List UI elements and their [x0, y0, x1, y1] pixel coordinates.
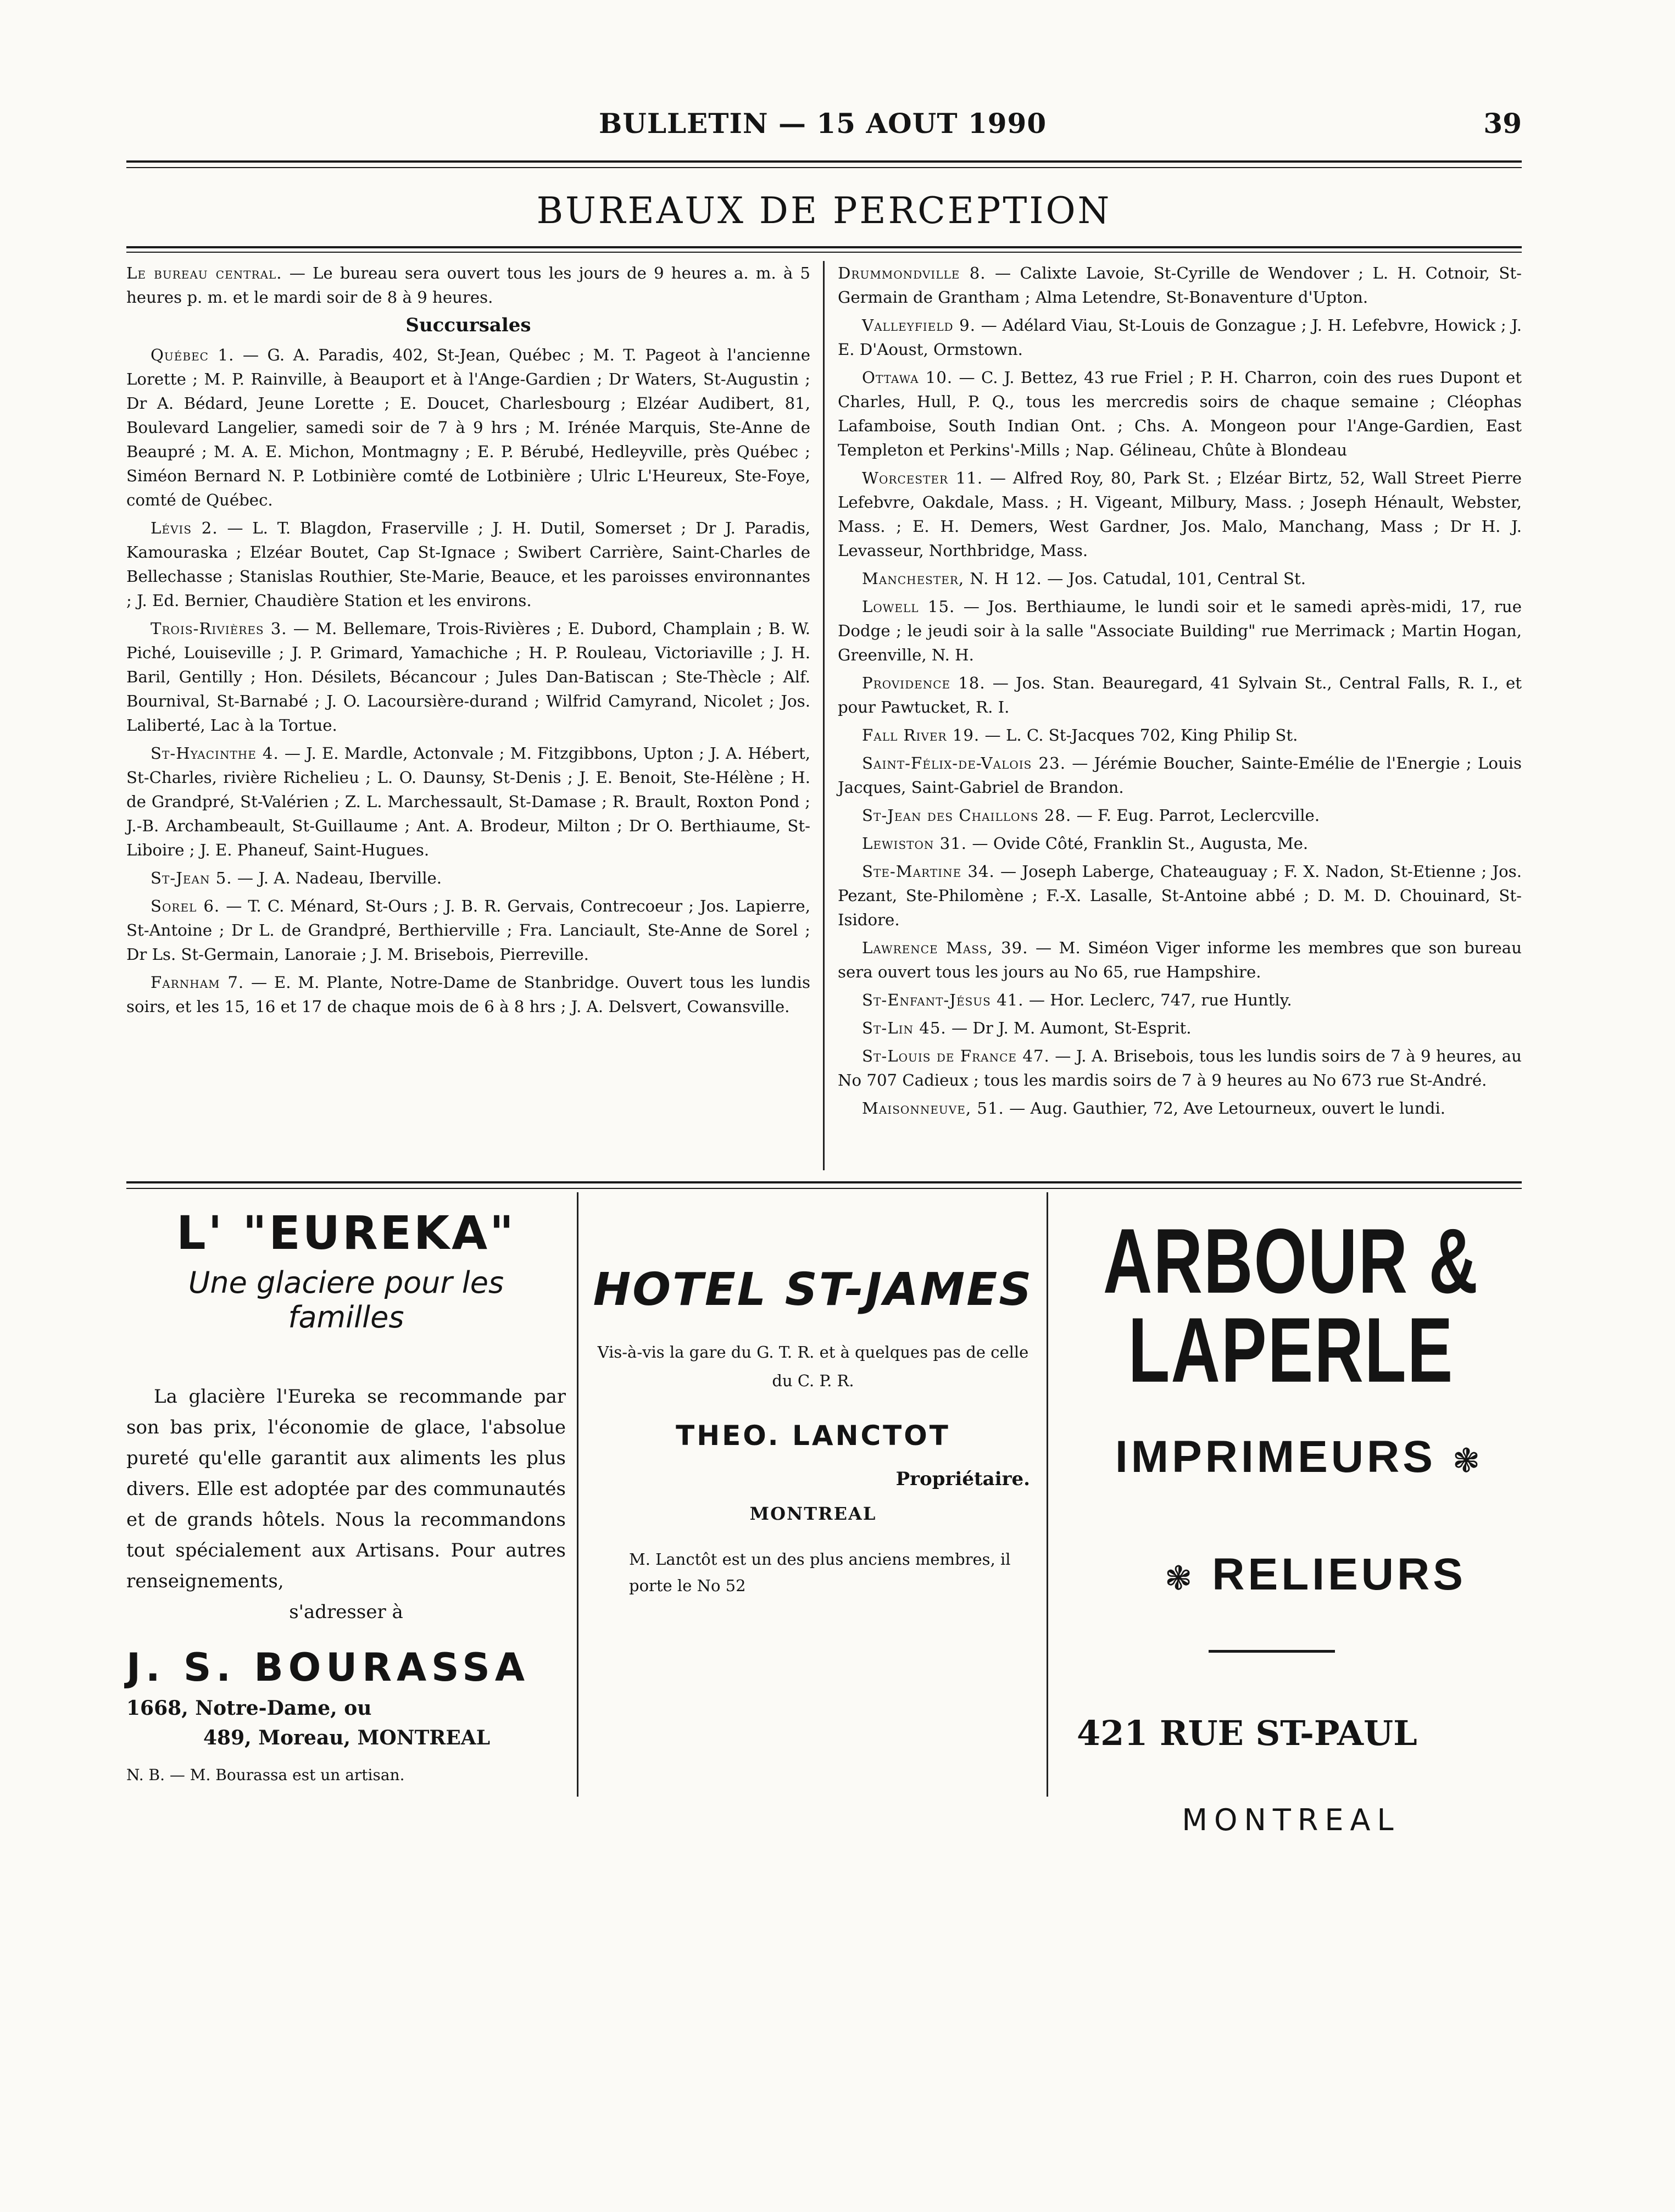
entry-text: — Jos. Stan. Beauregard, 41 Sylvain St., Central Falls, R. I., et pour Pawtucket, R. I. — [838, 674, 1522, 716]
entry-text: — Jos. Berthiaume, le lundi soir et le samedi après-midi, 17, rue Dodge ; le jeudi soir à la salle "Associate Building" rue Merrimack ; Martin Hogan, Greenville, N. H. — [838, 597, 1522, 664]
entry-text: — Ovide Côté, Franklin St., Augusta, Me. — [967, 834, 1309, 853]
entry-lead: Lawrence Mass, 39. — [862, 938, 1028, 957]
ads-rule-top — [126, 1181, 1522, 1183]
bureau-entry — [838, 566, 1522, 591]
firm-name: ARBOUR & LAPERLE — [1103, 1210, 1479, 1402]
entry-lead: St-Louis de France 47. — [862, 1047, 1050, 1065]
entry-lead: Worcester 11. — [862, 469, 983, 487]
entry-text: — Dr J. M. Aumont, St-Esprit. — [946, 1019, 1192, 1037]
entry-lead: Fall River 19. — [862, 726, 980, 744]
entry-lead: St-Jean des Chaillons 28. — [862, 806, 1072, 825]
entry-text: — E. M. Plante, Notre-Dame de Stanbridge. Ouvert tous les lundis soirs, et les 15, 16 et 17 de chaque mois de 6 à 8 hrs ; J. A. Delsvert, Cowansville. — [126, 973, 810, 1016]
hotel-note: M. Lanctôt est un des plus anciens membres, il porte le No 52 — [629, 1550, 1011, 1595]
entry-text: — M. Siméon Viger informe les membres que son bureau sera ouvert tous les jours au No 65, rue Hampshire. — [838, 938, 1522, 981]
ad-divider-2 — [1047, 1192, 1048, 1797]
bureau-entry — [838, 365, 1522, 462]
section-rule-bottom — [126, 252, 1522, 253]
hotel-advertisement — [591, 1264, 1036, 1599]
trade-printers: IMPRIMEURS — [1115, 1432, 1436, 1482]
entry-text: — L. C. St-Jacques 702, King Philip St. — [980, 726, 1298, 744]
bureau-entry — [838, 803, 1522, 827]
entry-lead: Providence 18. — [862, 674, 986, 692]
entry-lead: Québec 1. — [151, 346, 235, 364]
bureau-entry — [126, 970, 810, 1019]
section-rule-top — [126, 246, 1522, 248]
entry-text: — G. A. Paradis, 402, St-Jean, Québec ; M. T. Pageot à l'ancienne Lorette ; M. P. Rainville, à Beauport et à l'Ange-Gardien ; Dr Waters, St-Augustin ; Dr A. Bédard, Jeune Lorette ; E. Doucet, Charlesbourg ; Elzéar Audibert, 81, Boulevard Langelier, samedi soir de 7 à 9 hrs ; M. Irénée Marquis, Ste-Anne de Beaupré ; M. A. E. Michon, Montmagny ; E. P. Bérubé, Hedleyville, près Québec ; Siméon Bernard N. P. Lotbinière comté de Lotbinière ; Ulric L'Heureux, Ste-Foye, comté de Québec. — [126, 346, 810, 509]
entry-lead: Valleyfield 9. — [862, 316, 976, 335]
entry-lead: Sorel 6. — [151, 897, 220, 915]
bureau-entry — [838, 671, 1522, 719]
entry-lead: Le bureau central. — [126, 264, 282, 282]
entry-lead: Saint-Félix-de-Valois 23. — [862, 754, 1066, 772]
running-head — [126, 107, 1522, 146]
header-rule-bottom — [126, 167, 1522, 168]
column-divider — [823, 261, 825, 1170]
entry-lead: Maisonneuve, 51. — [862, 1099, 1004, 1118]
page-number: 39 — [1483, 107, 1522, 140]
entry-text: — Alfred Roy, 80, Park St. ; Elzéar Birtz, 52, Wall Street Pierre Lefebvre, Oakdale, Mass. ; H. Vigeant, Milbury, Mass. ; Joseph Hénault, Webster, Mass. ; E. H. Demers, West Gardner, Jos. Malo, Manchang, Mass ; Dr H. J. Levasseur, Northbridge, Mass. — [838, 469, 1522, 560]
eureka-agent-name: J. S. BOURASSA — [126, 1645, 530, 1690]
entry-text: — Hor. Leclerc, 747, rue Huntly. — [1023, 991, 1292, 1009]
header-rule-top — [126, 160, 1522, 163]
bureau-entry — [838, 1044, 1522, 1092]
entry-text: — Adélard Viau, St-Louis de Gonzague ; J. H. Lefebvre, Howick ; J. E. D'Aoust, Ormstown. — [838, 316, 1522, 359]
eureka-address-1: 1668, Notre-Dame, ou — [126, 1697, 372, 1720]
entry-text: — Joseph Laberge, Chateauguay ; F. X. Nadon, St-Etienne ; Jos. Pezant, Ste-Philomène ; F.-X. Lasalle, St-Antoine abbé ; D. M. D. Chouinard, St-Isidore. — [838, 862, 1522, 929]
bureau-entry — [838, 261, 1522, 309]
printer-advertisement — [1060, 1206, 1522, 1837]
entry-text: — C. J. Bettez, 43 rue Friel ; P. H. Charron, coin des rues Dupont et Charles, Hull, P. Q., tous les mercredis soirs de chaque semaine ; Cléophas Lafamboise, South Indian Ont. ; Chs. A. Mongeon pour l'Ange-Gardien, East Templeton et Perkins'-Mills ; Nap. Gélineau, Chûte à Blondeau — [838, 368, 1522, 459]
entry-lead: Lévis 2. — [151, 519, 218, 537]
trade-binders: RELIEURS — [1212, 1549, 1466, 1599]
ornament-icon: ❃ — [1165, 1560, 1196, 1597]
section-title: BUREAUX DE PERCEPTION — [536, 190, 1112, 232]
entry-lead: Ste-Martine 34. — [862, 862, 995, 881]
bureau-entry — [838, 1016, 1522, 1040]
bureau-entry — [838, 594, 1522, 667]
bureau-entry — [126, 616, 810, 737]
entry-text: — Le bureau sera ouvert tous les jours de 9 heures a. m. à 5 heures p. m. et le mardi soir de 8 à 9 heures. — [126, 264, 810, 307]
subheading: Succursales — [405, 314, 531, 336]
bureau-entry — [838, 723, 1522, 747]
entry-lead: Ottawa 10. — [862, 368, 953, 387]
entry-text: — J. E. Mardle, Actonvale ; M. Fitzgibbons, Upton ; J. A. Hébert, St-Charles, rivière Richelieu ; L. O. Daunsy, St-Denis ; J. E. Benoit, Ste-Hélène ; H. de Grandpré, St-Valérien ; Z. L. Marchessault, St-Damase ; R. Brault, Roxton Pond ; J.-B. Archambeault, St-Guillaume ; Ant. A. Brodeur, Milton ; Dr O. Berthiaume, St-Liboire ; J. E. Phaneuf, Saint-Hugues. — [126, 744, 810, 859]
entry-text: — Jos. Catudal, 101, Central St. — [1042, 569, 1306, 588]
central-office-paragraph — [126, 261, 810, 309]
bureau-entry — [126, 343, 810, 512]
entry-lead: St-Enfant-Jésus 41. — [862, 991, 1024, 1009]
ornament-icon: ❃ — [1452, 1442, 1484, 1479]
eureka-title: L' "EUREKA" — [176, 1206, 516, 1260]
entry-lead: Trois-Rivières 3. — [151, 619, 287, 638]
bureau-entry — [838, 466, 1522, 563]
firm-city: MONTREAL — [1182, 1803, 1400, 1837]
bureau-entry — [126, 866, 810, 890]
entry-text: — J. A. Nadeau, Iberville. — [232, 869, 442, 887]
entry-text: — Aug. Gauthier, 72, Ave Letourneux, ouvert le lundi. — [1004, 1099, 1446, 1118]
entry-text: — L. T. Blagdon, Fraserville ; J. H. Dutil, Somerset ; Dr J. Paradis, Kamouraska ; Elzéar Boutet, Cap St-Ignace ; Swibert Carrière, Saint-Charles de Bellechasse ; Stanislas Routhier, Ste-Marie, Beauce, et les paroisses environnantes ; J. Ed. Bernier, Chaudière Station et les environs. — [126, 519, 810, 610]
bureau-entry — [838, 831, 1522, 855]
eureka-subtitle: Une glaciere pour les familles — [188, 1265, 504, 1335]
bureau-entry — [838, 313, 1522, 362]
entry-lead: Lowell 15. — [862, 597, 955, 616]
entry-text: — Calixte Lavoie, St-Cyrille de Wendover ; L. H. Cotnoir, St-Germain de Grantham ; Alma Letendre, St-Bonaventure d'Upton. — [838, 264, 1522, 307]
entry-lead: Manchester, N. H 12. — [862, 569, 1042, 588]
entry-lead: St-Hyacinthe 4. — [151, 744, 279, 763]
entry-text: — Jérémie Boucher, Sainte-Emélie de l'Energie ; Louis Jacques, Saint-Gabriel de Brandon. — [838, 754, 1522, 797]
bureau-entry — [838, 1096, 1522, 1120]
trade-line-printers — [1060, 1431, 1522, 1483]
ad-divider-1 — [577, 1192, 578, 1797]
hotel-owner: THEO. LANCTOT — [676, 1420, 950, 1452]
entry-lead: St-Lin 45. — [862, 1019, 947, 1037]
entry-lead: St-Jean 5. — [151, 869, 232, 887]
right-column — [838, 261, 1522, 1124]
entry-text: — F. Eug. Parrot, Leclercville. — [1071, 806, 1320, 825]
eureka-body: La glacière l'Eureka se recommande par son bas prix, l'économie de glace, l'absolue pureté qu'elle garantit aux aliments les plus divers. Elle est adoptée par des communautés et de grands hôtels. Nous la recommandons tout spécialement aux Artisans. Pour autres renseignements, — [126, 1386, 566, 1592]
bureau-entry — [126, 894, 810, 966]
eureka-address-2: 489, Moreau, MONTREAL — [203, 1726, 491, 1749]
trade-line-binders — [1060, 1549, 1522, 1600]
firm-rule — [1209, 1650, 1335, 1653]
running-title: BULLETIN — 15 AOUT 1990 — [599, 107, 1047, 140]
entry-text: — T. C. Ménard, St-Ours ; J. B. R. Gervais, Contrecoeur ; Jos. Lapierre, St-Antoine ; Dr L. de Grandpré, Berthierville ; Fra. Lanciault, Ste-Anne de Sorel ; Dr Ls. St-Germain, Lanoraie ; J. M. Brisebois, Pierreville. — [126, 897, 810, 964]
eureka-contact-line: s'adresser à — [289, 1601, 403, 1623]
entry-lead: Farnham 7. — [151, 973, 244, 992]
ads-rule-bottom — [126, 1188, 1522, 1189]
bureau-entry — [838, 988, 1522, 1012]
entry-lead: Lewiston 31. — [862, 834, 967, 853]
bureau-entry — [838, 751, 1522, 799]
bureau-entry — [126, 741, 810, 862]
bureau-entry — [126, 516, 810, 613]
hotel-description: Vis-à-vis la gare du G. T. R. et à quelques pas de celle du C. P. R. — [597, 1343, 1029, 1390]
hotel-name: HOTEL ST-JAMES — [593, 1264, 1033, 1316]
entry-lead: Drummondville 8. — [838, 264, 986, 282]
left-column — [126, 261, 810, 1022]
hotel-city: MONTREAL — [749, 1503, 877, 1524]
eureka-note: N. B. — M. Bourassa est un artisan. — [126, 1766, 405, 1784]
eureka-advertisement — [126, 1206, 566, 1784]
hotel-owner-role: Propriétaire. — [895, 1468, 1030, 1490]
entry-text: — J. A. Brisebois, tous les lundis soirs de 7 à 9 heures, au No 707 Cadieux ; tous les mardis soirs de 7 à 9 heures au No 673 rue St-André. — [838, 1047, 1522, 1090]
firm-street: 421 RUE ST-PAUL — [1077, 1713, 1417, 1753]
bureau-entry — [838, 859, 1522, 932]
entry-text: — M. Bellemare, Trois-Rivières ; E. Dubord, Champlain ; B. W. Piché, Louiseville ; J. P. Grimard, Yamachiche ; H. P. Rouleau, Victoriaville ; J. H. Baril, Gentilly ; Hon. Désilets, Bécancour ; Jules Dan-Batiscan ; Ste-Thècle ; Alf. Bournival, St-Barnabé ; J. O. Lacoursière-durand ; Wilfrid Camyrand, Nicolet ; Jos. Laliberté, Lac à la Tortue. — [126, 619, 810, 735]
bureau-entry — [838, 936, 1522, 984]
